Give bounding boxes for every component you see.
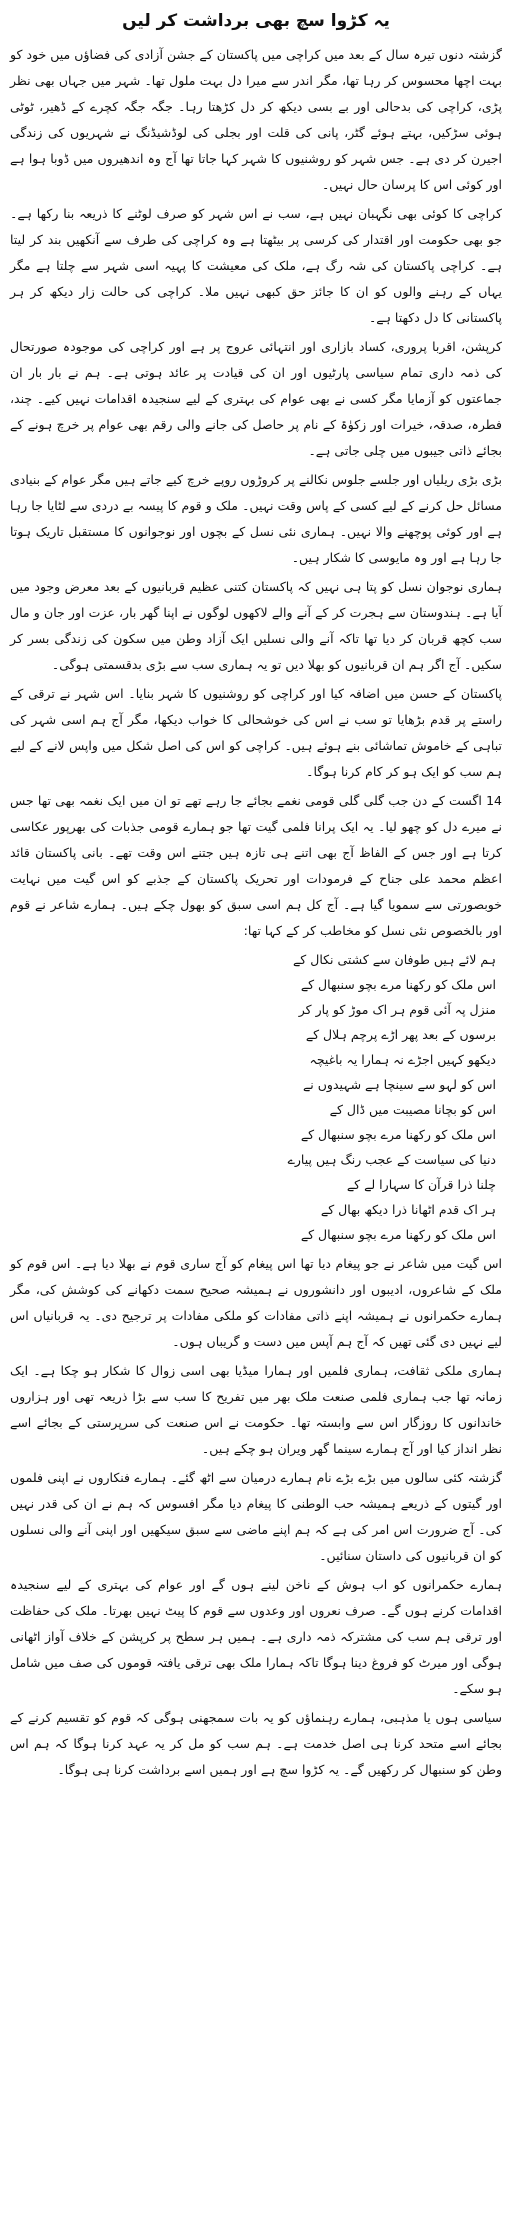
lyric-line: دیکھو کہیں اجڑے نہ ہمارا یہ باغیچہ bbox=[309, 1052, 496, 1067]
lyric-line: برسوں کے بعد پھر اڑے پرچم ہلال کے bbox=[305, 1027, 496, 1042]
article-paragraph: گزشتہ دنوں تیرہ سال کے بعد میں کراچی میں پاکستان کے جشن آزادی کی فضاؤں میں خود کو بہت اچھا محسوس کر رہا تھا، مگر اندر سے میرا دل بہت ملول تھا۔ شہر میں جہاں بھی نظر پڑی، کراچی کی بدحالی اور بے بسی دیکھ کر دل کڑھتا رہا۔ جگہ جگہ کچرے کے ڈھیر، ٹوٹی ہوئی سڑکیں، بہتے ہوئے گٹر، پانی کی قلت اور بجلی کی لوڈشیڈنگ نے شہریوں کی زندگی اجیرن کر دی ہے۔ جس شہر کو روشنیوں کا شہر کہا جاتا تھا آج وہ اندھیروں میں ڈوبا ہوا ہے اور کوئی اس کا پرسان حال نہیں۔ bbox=[10, 47, 502, 192]
article-paragraph: پاکستان کے حسن میں اضافہ کیا اور کراچی کو روشنیوں کا شہر بنایا۔ اس شہر نے ترقی کے راستے پر قدم بڑھایا تو سب نے اس کی خوشحالی کا خواب دیکھا، مگر آج ہم اسی شہر کی تباہی کے خاموش تماشائی بنے ہوئے ہیں۔ کراچی کو اس کی اصل شکل میں واپس لانے کے لیے ہم سب کو ایک ہو کر کام کرنا ہوگا۔ bbox=[10, 686, 502, 779]
article-paragraph: گزشتہ کئی سالوں میں بڑے بڑے نام ہمارے درمیان سے اٹھ گئے۔ ہمارے فنکاروں نے اپنی فلموں اور گیتوں کے ذریعے ہمیشہ حب الوطنی کا پیغام دیا مگر افسوس کہ ہم نے ان کی قدر نہیں کی۔ آج ضرورت اس امر کی ہے کہ ہم اپنے ماضی سے سبق سیکھیں اور اپنی آنے والی نسلوں کو ان قربانیوں کی داستان سنائیں۔ bbox=[10, 1470, 502, 1563]
article-headline: یہ کڑوا سچ بھی برداشت کر لیں bbox=[122, 11, 390, 31]
article-paragraph: سیاسی ہوں یا مذہبی، ہمارے رہنماؤں کو یہ بات سمجھنی ہوگی کہ قوم کو تقسیم کرنے کے بجائے اسے متحد کرنا ہی اصل خدمت ہے۔ ہم سب کو مل کر یہ عہد کرنا ہوگا کہ ہم اس وطن کو سنبھال کر رکھیں گے۔ یہ کڑوا سچ ہے اور ہمیں اسے برداشت کرنا ہی ہوگا۔ bbox=[10, 1710, 502, 1777]
lyric-line: اس کو بچانا مصیبت میں ڈال کے bbox=[329, 1102, 496, 1117]
lyric-line: اس ملک کو رکھنا مرے بچو سنبھال کے bbox=[300, 977, 496, 992]
article-paragraph: ہماری نوجوان نسل کو پتا ہی نہیں کہ پاکستان کتنی عظیم قربانیوں کے بعد معرض وجود میں آیا ہے۔ ہندوستان سے ہجرت کر کے آنے والے لاکھوں لوگوں نے اپنا گھر بار، عزت اور جان و مال سب کچھ قربان کر دیا تھا تاکہ آنے والی نسلیں ایک آزاد وطن میں سکون کی زندگی بسر کر سکیں۔ آج اگر ہم ان قربانیوں کو بھلا دیں تو یہ ہماری سب سے بڑی بدقسمتی ہوگی۔ bbox=[10, 579, 502, 672]
lyric-line: دنیا کی سیاست کے عجب رنگ ہیں پیارے bbox=[287, 1152, 496, 1167]
lyric-line: ہر اک قدم اٹھانا ذرا دیکھ بھال کے bbox=[320, 1202, 496, 1217]
article-paragraph: ہمارے حکمرانوں کو اب ہوش کے ناخن لینے ہوں گے اور عوام کی بہتری کے لیے سنجیدہ اقدامات کرنے ہوں گے۔ صرف نعروں اور وعدوں سے قوم کا پیٹ نہیں بھرتا۔ ملک کی حفاظت اور ترقی ہم سب کی مشترکہ ذمہ داری ہے۔ ہمیں ہر سطح پر کرپشن کے خلاف آواز اٹھانی ہوگی اور میرٹ کو فروغ دینا ہوگا تاکہ ہمارا ملک بھی ترقی یافتہ قوموں کی صف میں شامل ہو سکے۔ bbox=[10, 1577, 502, 1696]
lyric-line: چلنا ذرا قرآن کا سہارا لے کے bbox=[346, 1177, 496, 1192]
article-body bbox=[10, 42, 502, 1783]
lyric-line: اس ملک کو رکھنا مرے بچو سنبھال کے bbox=[300, 1127, 496, 1142]
article-paragraph: کرپشن، اقربا پروری، کساد بازاری اور انتہائی عروج پر ہے اور کراچی کی موجودہ صورتحال کی ذمہ داری تمام سیاسی پارٹیوں اور ان کی قیادت پر عائد ہوتی ہے۔ ہم نے بار بار ان جماعتوں کو آزمایا مگر کسی نے بھی عوام کی بہتری کے لیے سنجیدہ اقدامات نہیں کیے۔ چند، فطرہ، صدقہ، خیرات اور زکوٰۃ کے نام پر حاصل کی جانے والی رقم بھی عوام پر خرچ ہونے کے بجائے ذاتی جیبوں میں چلی جاتی ہے۔ bbox=[10, 339, 502, 458]
article-paragraph: ہماری ملکی ثقافت، ہماری فلمیں اور ہمارا میڈیا بھی اسی زوال کا شکار ہو چکا ہے۔ ایک زمانہ تھا جب ہماری فلمی صنعت ملک بھر میں تفریح کا سب سے بڑا ذریعہ تھی اور ہزاروں خاندانوں کا روزگار اس سے وابستہ تھا۔ حکومت نے اس صنعت کی سرپرستی کے بجائے اسے نظر انداز کیا اور آج ہمارے سینما گھر ویران ہو چکے ہیں۔ bbox=[10, 1363, 502, 1456]
lyric-line: اس کو لہو سے سینچا ہے شہیدوں نے bbox=[302, 1077, 496, 1092]
article-paragraph: بڑی بڑی ریلیاں اور جلسے جلوس نکالنے پر کروڑوں روپے خرچ کیے جاتے ہیں مگر عوام کے بنیادی مسائل حل کرنے کے لیے کسی کے پاس وقت نہیں۔ ملک و قوم کا پیسہ بے دردی سے لٹایا جا رہا ہے اور کوئی پوچھنے والا نہیں۔ ہماری نئی نسل کے بچوں اور نوجوانوں کا مستقبل تاریک ہوتا جا رہا ہے اور وہ مایوسی کا شکار ہیں۔ bbox=[9, 472, 502, 565]
article-paragraph: اس گیت میں شاعر نے جو پیغام دیا تھا اس پیغام کو آج ساری قوم نے بھلا دیا ہے۔ اس قوم کو ملک کے شاعروں، ادیبوں اور دانشوروں نے ہمیشہ صحیح سمت دکھانے کی کوشش کی، مگر ہمارے حکمرانوں نے ہمیشہ اپنے ذاتی مفادات کو ملکی مفادات پر ترجیح دی۔ یہ قربانیاں اس لیے نہیں دی گئی تھیں کہ آج ہم آپس میں دست و گریباں ہوں۔ bbox=[10, 1256, 502, 1349]
lyric-line: منزل پہ آئی قوم ہر اک موڑ کو پار کر bbox=[298, 1002, 496, 1017]
song-lyrics bbox=[10, 947, 502, 1247]
lyric-line: اس ملک کو رکھنا مرے بچو سنبھال کے bbox=[300, 1227, 496, 1242]
article-paragraph: کراچی کا کوئی بھی نگہبان نہیں ہے، سب نے اس شہر کو صرف لوٹنے کا ذریعہ بنا رکھا ہے۔ جو بھی حکومت اور اقتدار کی کرسی پر بیٹھتا ہے وہ کراچی کی طرف سے آنکھیں بند کر لیتا ہے۔ کراچی پاکستان کی شہ رگ ہے، ملک کی معیشت کا پہیہ اسی شہر سے چلتا ہے مگر یہاں کے رہنے والوں کو ان کا جائز حق کبھی نہیں ملا۔ کراچی کی حالت زار دیکھ کر ہر پاکستانی کا دل دکھتا ہے۔ bbox=[10, 206, 502, 325]
article-paragraph: 14 اگست کے دن جب گلی گلی قومی نغمے بجائے جا رہے تھے تو ان میں ایک نغمہ بھی تھا جس نے میرے دل کو چھو لیا۔ یہ ایک پرانا فلمی گیت تھا جو ہمارے قومی جذبات کی بھرپور عکاسی کرتا ہے اور جس کے الفاظ آج بھی اتنے ہی تازہ ہیں جتنے اس وقت تھے۔ بانی پاکستان قائد اعظم محمد علی جناح کے فرمودات اور تحریک پاکستان کے جذبے کو اس گیت میں نہایت خوبصورتی سے سمویا گیا ہے۔ آج کل ہم اسی سبق کو بھول چکے ہیں۔ ہمارے شاعر نے قوم اور بالخصوص نئی نسل کو مخاطب کر کے کہا تھا: bbox=[10, 793, 502, 938]
lyric-line: ہم لائے ہیں طوفان سے کشتی نکال کے bbox=[292, 952, 496, 967]
